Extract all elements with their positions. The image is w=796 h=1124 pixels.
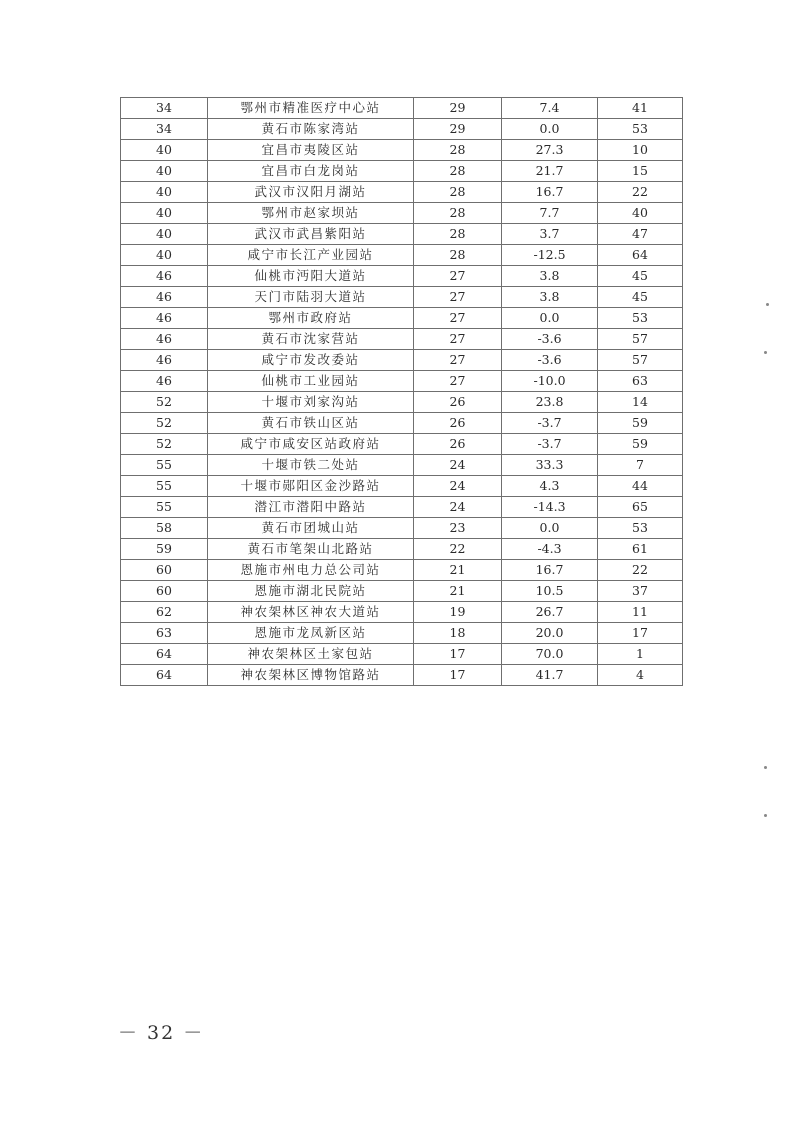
- table-row: [121, 98, 683, 119]
- count-cell: 26: [414, 392, 502, 413]
- station-name-cell: 黄石市笔架山北路站: [208, 539, 414, 560]
- change-cell: 20.0: [502, 623, 598, 644]
- order-cell: 45: [598, 266, 683, 287]
- scan-speck: [766, 303, 769, 306]
- order-cell: 61: [598, 539, 683, 560]
- change-cell: -4.3: [502, 539, 598, 560]
- rank-cell: 40: [121, 245, 208, 266]
- station-name-cell: 鄂州市精准医疗中心站: [208, 98, 414, 119]
- table-row: [121, 497, 683, 518]
- rank-cell: 34: [121, 98, 208, 119]
- station-name-cell: 神农架林区土家包站: [208, 644, 414, 665]
- change-cell: 3.8: [502, 287, 598, 308]
- change-cell: 33.3: [502, 455, 598, 476]
- station-name-cell: 宜昌市夷陵区站: [208, 140, 414, 161]
- station-name-cell: 仙桃市沔阳大道站: [208, 266, 414, 287]
- order-cell: 65: [598, 497, 683, 518]
- station-name-cell: 咸宁市发改委站: [208, 350, 414, 371]
- change-cell: 3.7: [502, 224, 598, 245]
- scan-speck: [764, 351, 767, 354]
- rank-cell: 46: [121, 266, 208, 287]
- station-name-cell: 黄石市团城山站: [208, 518, 414, 539]
- table-row: [121, 308, 683, 329]
- count-cell: 28: [414, 161, 502, 182]
- station-name-cell: 神农架林区神农大道站: [208, 602, 414, 623]
- station-name-cell: 恩施市州电力总公司站: [208, 560, 414, 581]
- table-row: [121, 140, 683, 161]
- order-cell: 40: [598, 203, 683, 224]
- change-cell: 23.8: [502, 392, 598, 413]
- order-cell: 22: [598, 182, 683, 203]
- change-cell: 16.7: [502, 182, 598, 203]
- order-cell: 57: [598, 350, 683, 371]
- order-cell: 14: [598, 392, 683, 413]
- order-cell: 53: [598, 308, 683, 329]
- table-row: [121, 518, 683, 539]
- table-row: [121, 245, 683, 266]
- table-row: [121, 560, 683, 581]
- rank-cell: 55: [121, 476, 208, 497]
- station-name-cell: 咸宁市长江产业园站: [208, 245, 414, 266]
- order-cell: 4: [598, 665, 683, 686]
- order-cell: 63: [598, 371, 683, 392]
- change-cell: 10.5: [502, 581, 598, 602]
- change-cell: 70.0: [502, 644, 598, 665]
- count-cell: 17: [414, 644, 502, 665]
- station-name-cell: 神农架林区博物馆路站: [208, 665, 414, 686]
- rank-cell: 40: [121, 224, 208, 245]
- table-row: [121, 182, 683, 203]
- count-cell: 24: [414, 455, 502, 476]
- table-row: [121, 392, 683, 413]
- order-cell: 59: [598, 413, 683, 434]
- change-cell: -10.0: [502, 371, 598, 392]
- station-name-cell: 黄石市沈家营站: [208, 329, 414, 350]
- station-name-cell: 十堰市郧阳区金沙路站: [208, 476, 414, 497]
- order-cell: 41: [598, 98, 683, 119]
- count-cell: 24: [414, 497, 502, 518]
- rank-cell: 60: [121, 560, 208, 581]
- rank-cell: 40: [121, 161, 208, 182]
- change-cell: -3.7: [502, 434, 598, 455]
- scan-speck: [764, 814, 767, 817]
- station-name-cell: 鄂州市政府站: [208, 308, 414, 329]
- station-name-cell: 仙桃市工业园站: [208, 371, 414, 392]
- count-cell: 22: [414, 539, 502, 560]
- order-cell: 64: [598, 245, 683, 266]
- order-cell: 15: [598, 161, 683, 182]
- change-cell: 21.7: [502, 161, 598, 182]
- change-cell: 41.7: [502, 665, 598, 686]
- table-row: [121, 602, 683, 623]
- count-cell: 27: [414, 266, 502, 287]
- change-cell: -3.6: [502, 329, 598, 350]
- change-cell: 0.0: [502, 518, 598, 539]
- count-cell: 27: [414, 371, 502, 392]
- table-row: [121, 434, 683, 455]
- table-row: [121, 539, 683, 560]
- change-cell: 0.0: [502, 119, 598, 140]
- order-cell: 59: [598, 434, 683, 455]
- rank-cell: 63: [121, 623, 208, 644]
- order-cell: 44: [598, 476, 683, 497]
- order-cell: 37: [598, 581, 683, 602]
- rank-cell: 40: [121, 182, 208, 203]
- order-cell: 17: [598, 623, 683, 644]
- count-cell: 21: [414, 560, 502, 581]
- count-cell: 27: [414, 350, 502, 371]
- rank-cell: 46: [121, 287, 208, 308]
- change-cell: 27.3: [502, 140, 598, 161]
- table-row: [121, 371, 683, 392]
- table-row: [121, 161, 683, 182]
- rank-cell: 40: [121, 203, 208, 224]
- table-row: [121, 581, 683, 602]
- count-cell: 27: [414, 329, 502, 350]
- station-name-cell: 天门市陆羽大道站: [208, 287, 414, 308]
- table-row: [121, 623, 683, 644]
- station-name-cell: 鄂州市赵家坝站: [208, 203, 414, 224]
- count-cell: 28: [414, 203, 502, 224]
- change-cell: -3.7: [502, 413, 598, 434]
- order-cell: 53: [598, 518, 683, 539]
- count-cell: 19: [414, 602, 502, 623]
- table-row: [121, 476, 683, 497]
- order-cell: 57: [598, 329, 683, 350]
- order-cell: 7: [598, 455, 683, 476]
- rank-cell: 62: [121, 602, 208, 623]
- rank-cell: 46: [121, 329, 208, 350]
- order-cell: 47: [598, 224, 683, 245]
- order-cell: 1: [598, 644, 683, 665]
- rank-cell: 64: [121, 665, 208, 686]
- table-row: [121, 224, 683, 245]
- table-row: [121, 287, 683, 308]
- station-name-cell: 武汉市汉阳月湖站: [208, 182, 414, 203]
- station-name-cell: 恩施市龙凤新区站: [208, 623, 414, 644]
- page-number: － 32 －: [118, 1022, 205, 1044]
- rank-cell: 59: [121, 539, 208, 560]
- count-cell: 29: [414, 119, 502, 140]
- rank-cell: 52: [121, 413, 208, 434]
- station-name-cell: 黄石市铁山区站: [208, 413, 414, 434]
- change-cell: -14.3: [502, 497, 598, 518]
- count-cell: 28: [414, 224, 502, 245]
- rank-cell: 46: [121, 371, 208, 392]
- count-cell: 26: [414, 434, 502, 455]
- table-row: [121, 119, 683, 140]
- count-cell: 28: [414, 182, 502, 203]
- change-cell: 7.7: [502, 203, 598, 224]
- count-cell: 27: [414, 287, 502, 308]
- rank-cell: 34: [121, 119, 208, 140]
- station-name-cell: 十堰市铁二处站: [208, 455, 414, 476]
- table-row: [121, 455, 683, 476]
- station-ranking-table: [120, 97, 683, 686]
- table-row: [121, 665, 683, 686]
- change-cell: 7.4: [502, 98, 598, 119]
- table-row: [121, 413, 683, 434]
- count-cell: 28: [414, 245, 502, 266]
- table-row: [121, 350, 683, 371]
- count-cell: 18: [414, 623, 502, 644]
- rank-cell: 52: [121, 434, 208, 455]
- scan-speck: [764, 766, 767, 769]
- table-row: [121, 644, 683, 665]
- rank-cell: 52: [121, 392, 208, 413]
- change-cell: -12.5: [502, 245, 598, 266]
- station-name-cell: 潜江市潜阳中路站: [208, 497, 414, 518]
- count-cell: 23: [414, 518, 502, 539]
- count-cell: 17: [414, 665, 502, 686]
- change-cell: 16.7: [502, 560, 598, 581]
- order-cell: 11: [598, 602, 683, 623]
- order-cell: 22: [598, 560, 683, 581]
- station-name-cell: 恩施市湖北民院站: [208, 581, 414, 602]
- rank-cell: 46: [121, 308, 208, 329]
- change-cell: 4.3: [502, 476, 598, 497]
- table-row: [121, 203, 683, 224]
- station-name-cell: 十堰市刘家沟站: [208, 392, 414, 413]
- count-cell: 26: [414, 413, 502, 434]
- station-name-cell: 武汉市武昌紫阳站: [208, 224, 414, 245]
- count-cell: 21: [414, 581, 502, 602]
- change-cell: -3.6: [502, 350, 598, 371]
- rank-cell: 40: [121, 140, 208, 161]
- rank-cell: 55: [121, 455, 208, 476]
- station-name-cell: 咸宁市咸安区站政府站: [208, 434, 414, 455]
- order-cell: 53: [598, 119, 683, 140]
- rank-cell: 55: [121, 497, 208, 518]
- table-row: [121, 329, 683, 350]
- rank-cell: 60: [121, 581, 208, 602]
- station-name-cell: 黄石市陈家湾站: [208, 119, 414, 140]
- table-body: [121, 98, 683, 686]
- change-cell: 0.0: [502, 308, 598, 329]
- table-row: [121, 266, 683, 287]
- count-cell: 24: [414, 476, 502, 497]
- change-cell: 3.8: [502, 266, 598, 287]
- count-cell: 27: [414, 308, 502, 329]
- order-cell: 45: [598, 287, 683, 308]
- order-cell: 10: [598, 140, 683, 161]
- rank-cell: 46: [121, 350, 208, 371]
- change-cell: 26.7: [502, 602, 598, 623]
- rank-cell: 64: [121, 644, 208, 665]
- count-cell: 28: [414, 140, 502, 161]
- rank-cell: 58: [121, 518, 208, 539]
- station-name-cell: 宜昌市白龙岗站: [208, 161, 414, 182]
- count-cell: 29: [414, 98, 502, 119]
